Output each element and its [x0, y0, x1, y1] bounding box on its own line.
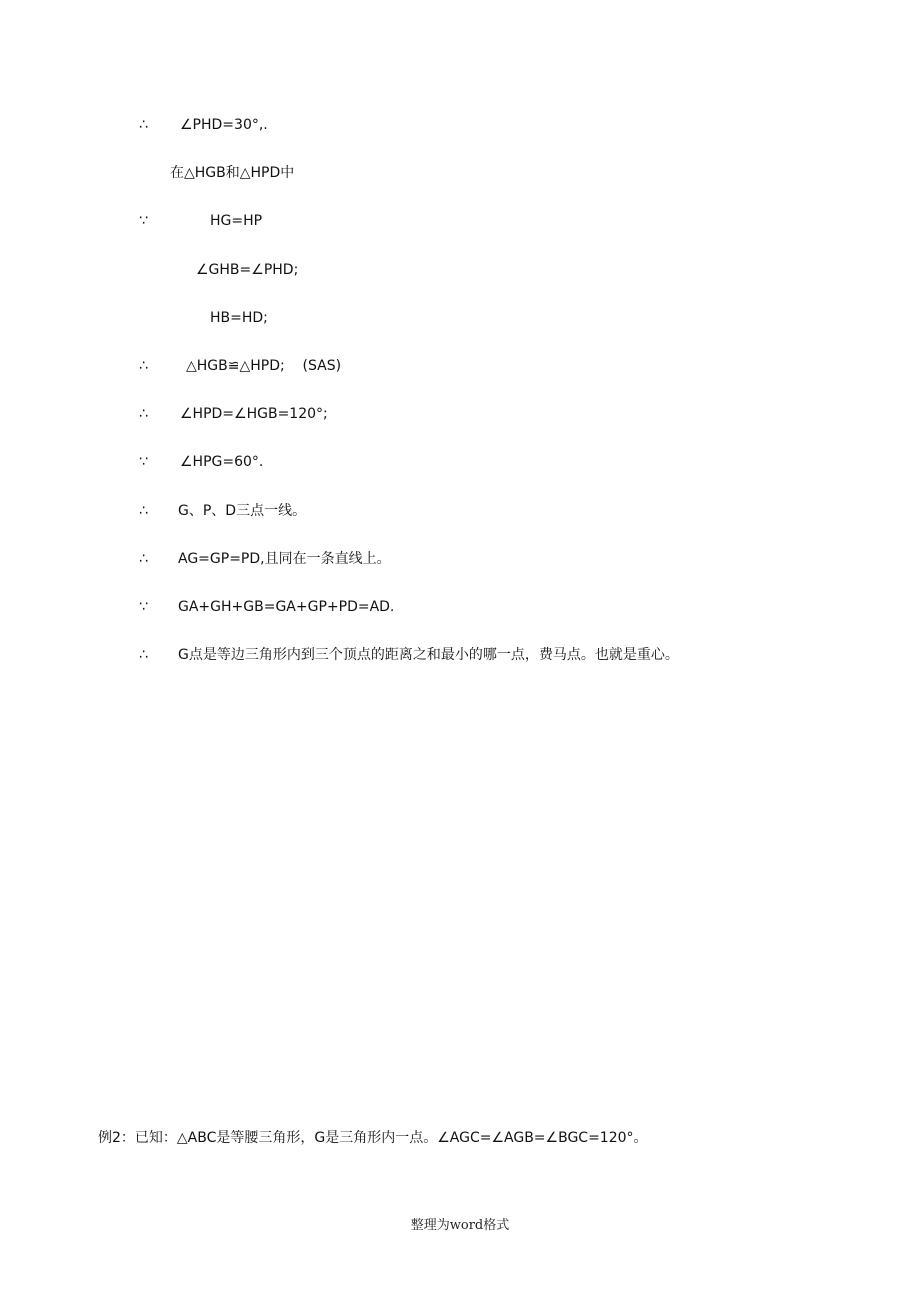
therefore-symbol: ∴: [139, 503, 148, 519]
proof-line: ∠GHB=∠PHD;: [196, 262, 299, 278]
because-symbol: ∵: [139, 599, 148, 615]
because-symbol: ∵: [139, 454, 148, 470]
page-footer: 整理为word格式: [410, 1218, 510, 1233]
proof-line: HB=HD;: [210, 310, 268, 326]
proof-line: HG=HP: [210, 213, 263, 229]
proof-line: ∠PHD=30°,.: [180, 117, 268, 133]
example-2-statement: 例2：已知：△ABC是等腰三角形，G是三角形内一点。∠AGC=∠AGB=∠BGC=120°。: [98, 1130, 648, 1146]
proof-line: 在△HGB和△HPD中: [170, 165, 295, 181]
proof-line: ∠HPG=60°.: [180, 454, 264, 470]
therefore-symbol: ∴: [139, 551, 148, 567]
proof-line: △HGB≌△HPD; (SAS): [186, 358, 342, 374]
therefore-symbol: ∴: [139, 358, 148, 374]
proof-conclusion: G点是等边三角形内到三个顶点的距离之和最小的哪一点，费马点。也就是重心。: [178, 647, 679, 663]
therefore-symbol: ∴: [139, 647, 148, 663]
proof-line: AG=GP=PD,且同在一条直线上。: [178, 551, 391, 567]
proof-line: GA+GH+GB=GA+GP+PD=AD.: [178, 599, 395, 615]
because-symbol: ∵: [139, 213, 148, 229]
proof-line: ∠HPD=∠HGB=120°;: [180, 406, 328, 422]
proof-line: G、P、D三点一线。: [178, 503, 307, 519]
therefore-symbol: ∴: [139, 406, 148, 422]
therefore-symbol: ∴: [139, 117, 148, 133]
